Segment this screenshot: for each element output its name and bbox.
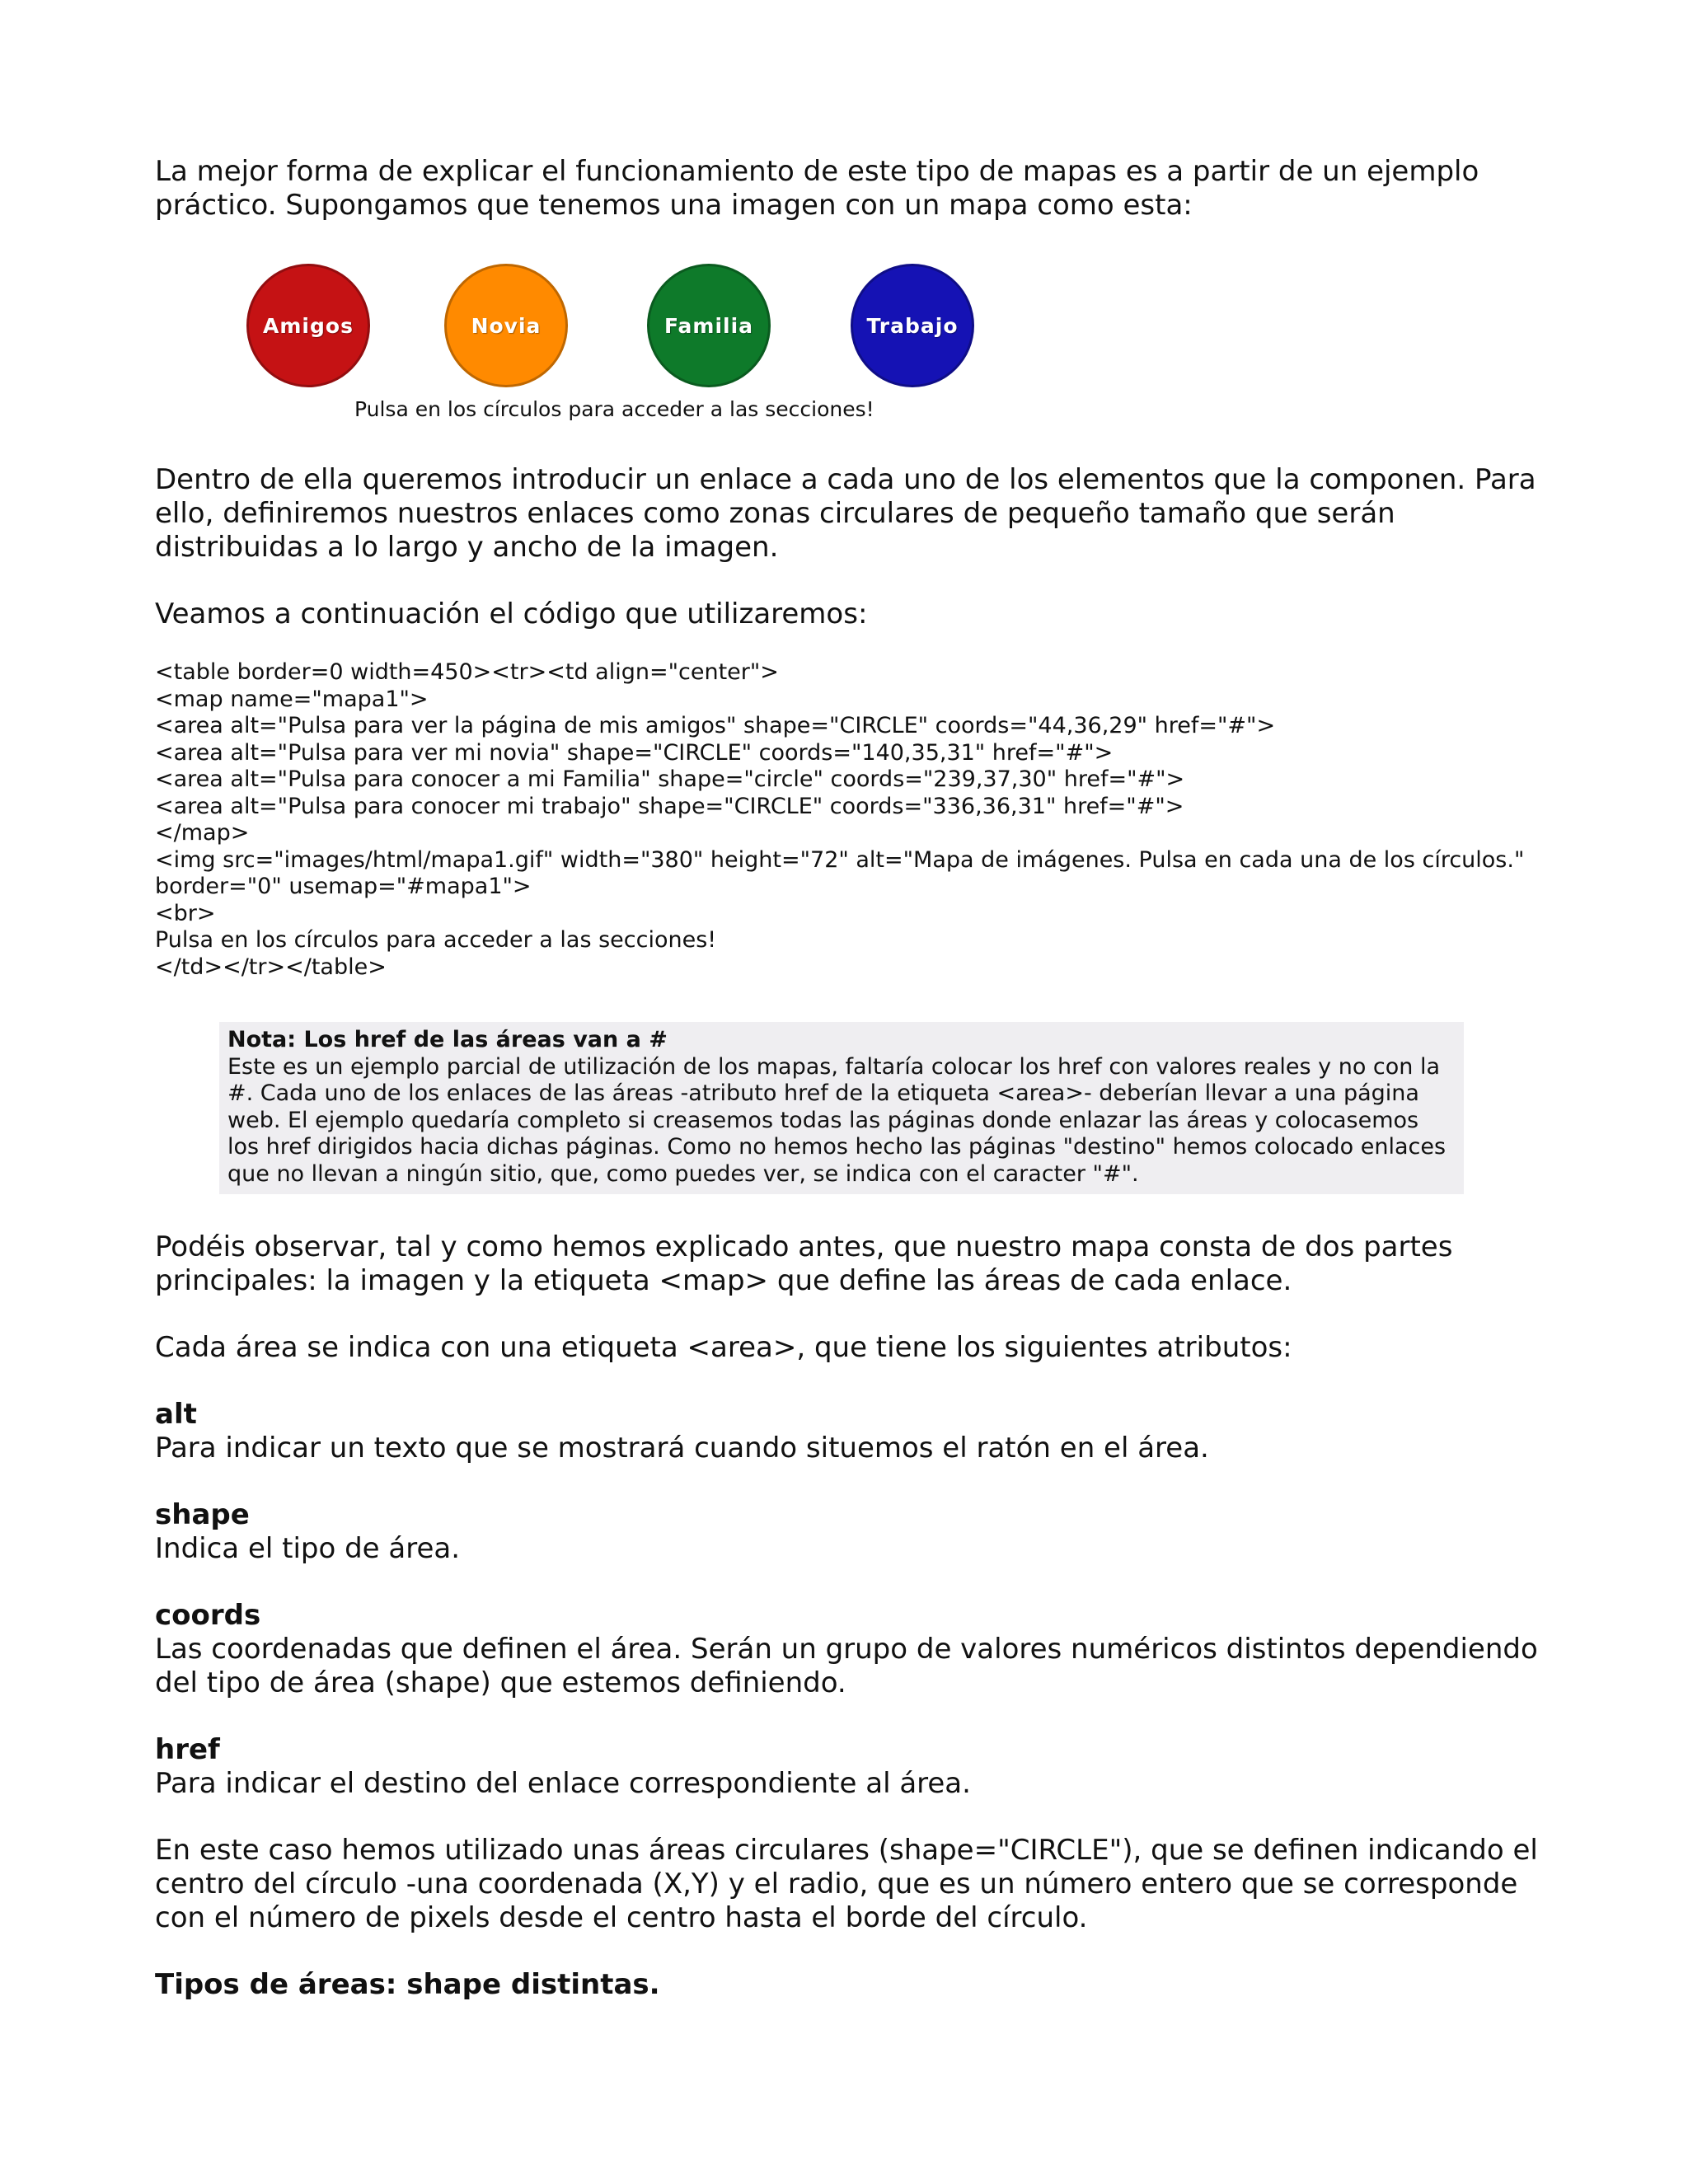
image-map-caption: Pulsa en los círculos para acceder a las secciones! <box>354 397 874 421</box>
code-line: </map> <box>155 820 250 846</box>
attribute-desc: Indica el tipo de área. <box>155 1532 461 1565</box>
paragraph-area-attributes: Cada área se indica con una etiqueta <area>, que tiene los siguientes atributos: <box>155 1331 1292 1364</box>
circle-familia[interactable] <box>647 264 771 387</box>
attribute-desc: Las coordenadas que definen el área. Serán un grupo de valores numéricos distintos dependiendo del tipo de área (shape) que estemos definiendo. <box>155 1633 1538 1699</box>
code-line: <img src="images/html/mapa1.gif" width="380" height="72" alt="Mapa de imágenes. Pulsa en cada una de los círculos." <box>155 846 1525 873</box>
attribute-desc: Para indicar el destino del enlace correspondiente al área. <box>155 1767 971 1800</box>
code-block <box>155 659 1540 981</box>
code-line: <table border=0 width=450><tr><td align="center"> <box>155 659 779 685</box>
code-line: border="0" usemap="#mapa1"> <box>155 874 532 899</box>
attribute-term: shape <box>155 1498 250 1531</box>
circle-label-trabajo: Trabajo <box>866 313 959 338</box>
circle-label-familia: Familia <box>663 313 754 338</box>
attribute-term: href <box>155 1733 220 1766</box>
circle-novia[interactable] <box>444 264 568 387</box>
section-heading-area-types: Tipos de áreas: shape distintas. <box>155 1968 660 2001</box>
paragraph-circle-areas: En este caso hemos utilizado unas áreas circulares (shape="CIRCLE"), que se definen indicando el centro del círculo -una coordenada (X,Y) y el radio, que es un número entero que se corresponde con el número de pixels desde el centro hasta el borde del círculo. <box>155 1834 1538 1934</box>
code-line: <area alt="Pulsa para conocer a mi Familia" shape="circle" coords="239,37,30" href="#"> <box>155 766 1185 792</box>
intro-paragraph: La mejor forma de explicar el funcionamiento de este tipo de mapas es a partir de un ejemplo práctico. Supongamos que tenemos una imagen con un mapa como esta: <box>155 155 1479 222</box>
code-line: <br> <box>155 900 216 926</box>
note-title: Nota: Los href de las áreas van a # <box>227 1027 668 1052</box>
paragraph-elements: Dentro de ella queremos introducir un enlace a cada uno de los elementos que la componen. Para ello, definiremos nuestros enlaces como zonas circulares de pequeño tamaño que serán distribuidas a lo largo y ancho de la imagen. <box>155 463 1536 564</box>
attribute-desc: Para indicar un texto que se mostrará cuando situemos el ratón en el área. <box>155 1432 1209 1465</box>
code-line: <area alt="Pulsa para conocer mi trabajo" shape="CIRCLE" coords="336,36,31" href="#"> <box>155 793 1184 819</box>
document-page <box>155 155 1540 2002</box>
circle-amigos[interactable] <box>246 264 370 387</box>
circle-label-amigos: Amigos <box>263 313 354 338</box>
image-map <box>155 264 1540 396</box>
attribute-coords <box>155 1599 1540 1700</box>
code-line: <map name="mapa1"> <box>155 686 429 712</box>
note-body: Este es un ejemplo parcial de utilización de los mapas, faltaría colocar los href con valores reales y no con la #. Cada uno de los enlaces de las áreas -atributo href de la etiqueta <area>- deberían llevar a una página web. El ejemplo quedaría completo si creasemos todas las páginas donde enlazar las áreas y colocasemos los href dirigidos hacia dichas páginas. Como no hemos hecho las páginas "destino" hemos colocado enlaces que no llevan a ningún sitio, que, como puedes ver, se indica con el caracter "#". <box>227 1053 1447 1187</box>
circle-label-novia: Novia <box>471 313 542 338</box>
attribute-shape <box>155 1498 1540 1566</box>
code-line: </td></tr></table> <box>155 954 387 980</box>
circle-trabajo[interactable] <box>851 264 974 387</box>
code-line: <area alt="Pulsa para ver la página de mis amigos" shape="CIRCLE" coords="44,36,29" href="#"> <box>155 713 1276 738</box>
attribute-term: coords <box>155 1599 261 1632</box>
attribute-term: alt <box>155 1398 197 1431</box>
attribute-href <box>155 1733 1540 1801</box>
note-box <box>219 1022 1464 1194</box>
code-line: Pulsa en los círculos para acceder a las secciones! <box>155 927 717 953</box>
attribute-alt <box>155 1398 1540 1465</box>
code-line: <area alt="Pulsa para ver mi novia" shape="CIRCLE" coords="140,35,31" href="#"> <box>155 739 1114 766</box>
paragraph-code-intro: Veamos a continuación el código que utilizaremos: <box>155 598 868 630</box>
paragraph-map-parts: Podéis observar, tal y como hemos explicado antes, que nuestro mapa consta de dos partes principales: la imagen y la etiqueta <map> que define las áreas de cada enlace. <box>155 1230 1453 1297</box>
